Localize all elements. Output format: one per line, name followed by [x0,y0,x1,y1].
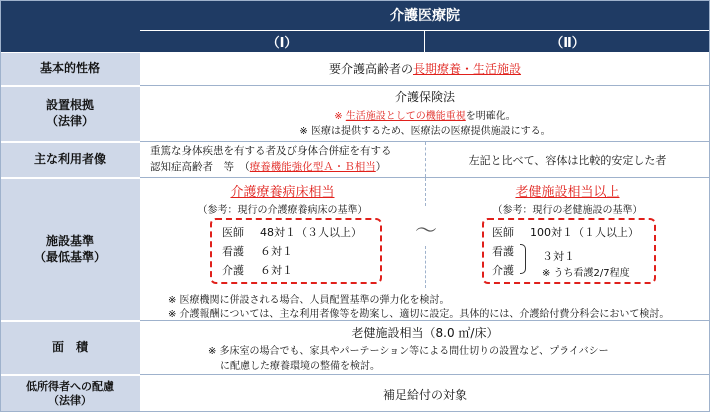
row-label-basic: 基本的性格 [0,52,140,85]
facility-right-ref: （参考：現行の老健施設の基準） [492,205,643,216]
facility-left-ref: （参考：現行の介護療養病床の基準） [197,205,368,216]
row-label-legal: 設置根拠 （法律） [0,86,140,141]
facility-left-title: 介護療養病床相当 [230,185,335,200]
users-right: 左記と比べて、容体は比較的安定した者 [468,154,667,167]
right-staff-doctor: 医師 100対１（１人以上） [492,226,639,239]
area-main: 老健施設相当（8.0 ㎡/床） [351,326,499,340]
right-combined-note: ※ うち看護2/7程度 [542,268,630,279]
row-divider [140,320,710,321]
row-divider [140,85,710,86]
lowincome-main: 補足給付の対象 [382,388,467,402]
legal-main: 介護保険法 [394,90,455,104]
facility-note2: ※ 介護報酬については、主な利用者像等を勘案し、適切に設定。具体的には、介護給付費分科会において検討。 [168,309,670,320]
right-staff-care: 介護 [492,264,514,277]
right-staff-nurse: 看護 [492,245,514,258]
legal-note1: ※ 生活施設としての機能重視を明確化。 [334,111,516,122]
left-staff-row: 看護 ６対１ [222,245,293,258]
tilde-symbol: ～ [414,219,437,244]
left-staff-row: 医師 48対１（３人以上） [222,226,362,239]
row-divider [140,374,710,375]
basic-nature-text: 要介護高齢者の長期療養・生活施設 [328,62,522,76]
header-corner [0,0,140,52]
users-left-line2: 認知症高齢者 等 （療養機能強化型Ａ・Ｂ相当） [150,161,387,173]
users-left-line1: 重篤な身体疾患を有する者及び身体合併症を有する [150,145,392,157]
row-label-area: 面 積 [0,321,140,374]
left-staff-row: 介護 ６対１ [222,264,293,277]
area-note-line1: ※ 多床室の場合でも、家具やパーテーション等による間仕切りの設置など、プライバシー [208,346,609,357]
column-divider [425,246,426,288]
legal-note2: ※ 医療は提供するため、医療法の医療提供施設にする。 [299,126,551,137]
row-label-users: 主な利用者像 [0,142,140,177]
facility-note1: ※ 医療機関に併設される場合、人員配置基準の弾力化を検討。 [168,295,450,306]
right-bracket [520,244,526,274]
right-combined-value: ３対１ [542,250,575,263]
page-title: 介護医療院 [390,8,460,24]
row-label-lowincome: 低所得者への配慮 （法律） [0,375,140,412]
header-col1: （Ⅰ） [140,30,425,52]
area-note-line2: に配慮した療養環境の整備を検討。 [220,361,380,372]
facility-right-title: 老健施設相当以上 [515,185,620,200]
header-col2: （Ⅱ） [425,30,710,52]
header-title-cell [140,0,710,30]
row-label-facility: 施設基準 （最低基準） [0,178,140,320]
